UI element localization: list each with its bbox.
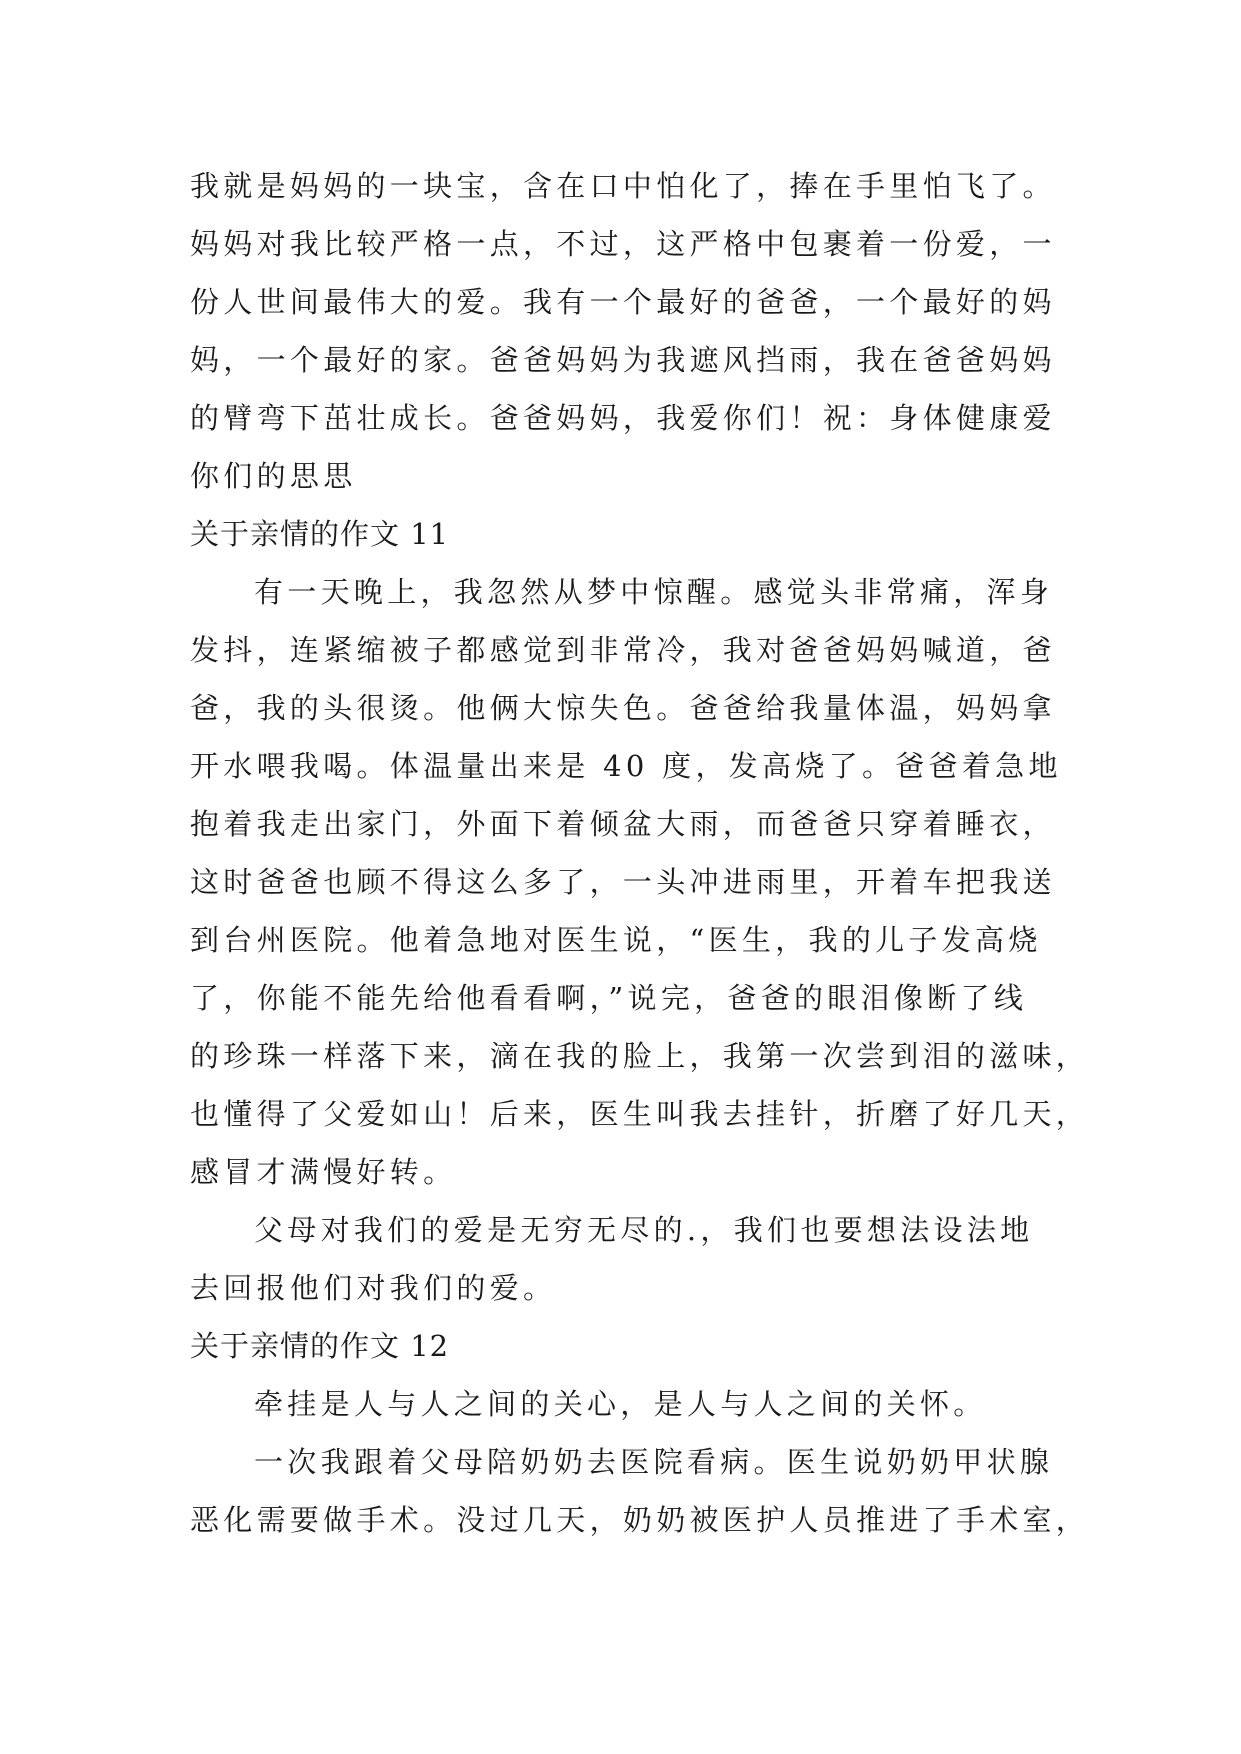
paragraph-first-line: 牵挂是人与人之间的关心，是人与人之间的关怀。	[254, 1387, 987, 1421]
text-line: 发抖，连紧缩被子都感觉到非常冷，我对爸爸妈妈喊道，爸	[190, 633, 1056, 667]
text-line: 恶化需要做手术。没过几天，奶奶被医护人员推进了手术室，	[190, 1503, 1090, 1537]
text-line: 妈，一个最好的家。爸爸妈妈为我遮风挡雨，我在爸爸妈妈	[190, 343, 1056, 377]
section-heading-11: 关于亲情的作文 11	[190, 517, 450, 551]
text-line: 爸，我的头很烫。他俩大惊失色。爸爸给我量体温，妈妈拿	[190, 691, 1056, 725]
text-line: 也懂得了父爱如山！后来，医生叫我去挂针，折磨了好几天，	[190, 1097, 1090, 1131]
text-line: 感冒才满慢好转。	[190, 1155, 457, 1189]
text-line: 了，你能不能先给他看看啊，”说完，爸爸的眼泪像断了线	[190, 981, 1028, 1015]
text-line: 开水喂我喝。体温量出来是 40 度，发高烧了。爸爸着急地	[190, 749, 1062, 783]
paragraph-first-line: 一次我跟着父母陪奶奶去医院看病。医生说奶奶甲状腺	[254, 1445, 1054, 1479]
paragraph-first-line: 父母对我们的爱是无穷无尽的.，我们也要想法设法地	[254, 1213, 1034, 1247]
text-line: 去回报他们对我们的爱。	[190, 1271, 557, 1305]
text-line: 份人世间最伟大的爱。我有一个最好的爸爸，一个最好的妈	[190, 285, 1056, 319]
text-line: 的珍珠一样落下来，滴在我的脸上，我第一次尝到泪的滋味，	[190, 1039, 1090, 1073]
text-line: 妈妈对我比较严格一点，不过，这严格中包裹着一份爱，一	[190, 227, 1056, 261]
text-line: 我就是妈妈的一块宝，含在口中怕化了，捧在手里怕飞了。	[190, 169, 1056, 203]
essay-body	[190, 157, 1090, 1549]
text-line: 到台州医院。他着急地对医生说，“医生，我的儿子发高烧	[190, 923, 1042, 957]
text-line: 这时爸爸也顾不得这么多了，一头冲进雨里，开着车把我送	[190, 865, 1056, 899]
paragraph-first-line: 有一天晚上，我忽然从梦中惊醒。感觉头非常痛，浑身	[254, 575, 1054, 609]
text-line: 抱着我走出家门，外面下着倾盆大雨，而爸爸只穿着睡衣，	[190, 807, 1056, 841]
text-line: 的臂弯下茁壮成长。爸爸妈妈，我爱你们！祝：身体健康爱	[190, 401, 1056, 435]
text-line: 你们的思思	[190, 459, 357, 493]
section-heading-12: 关于亲情的作文 12	[190, 1329, 450, 1363]
